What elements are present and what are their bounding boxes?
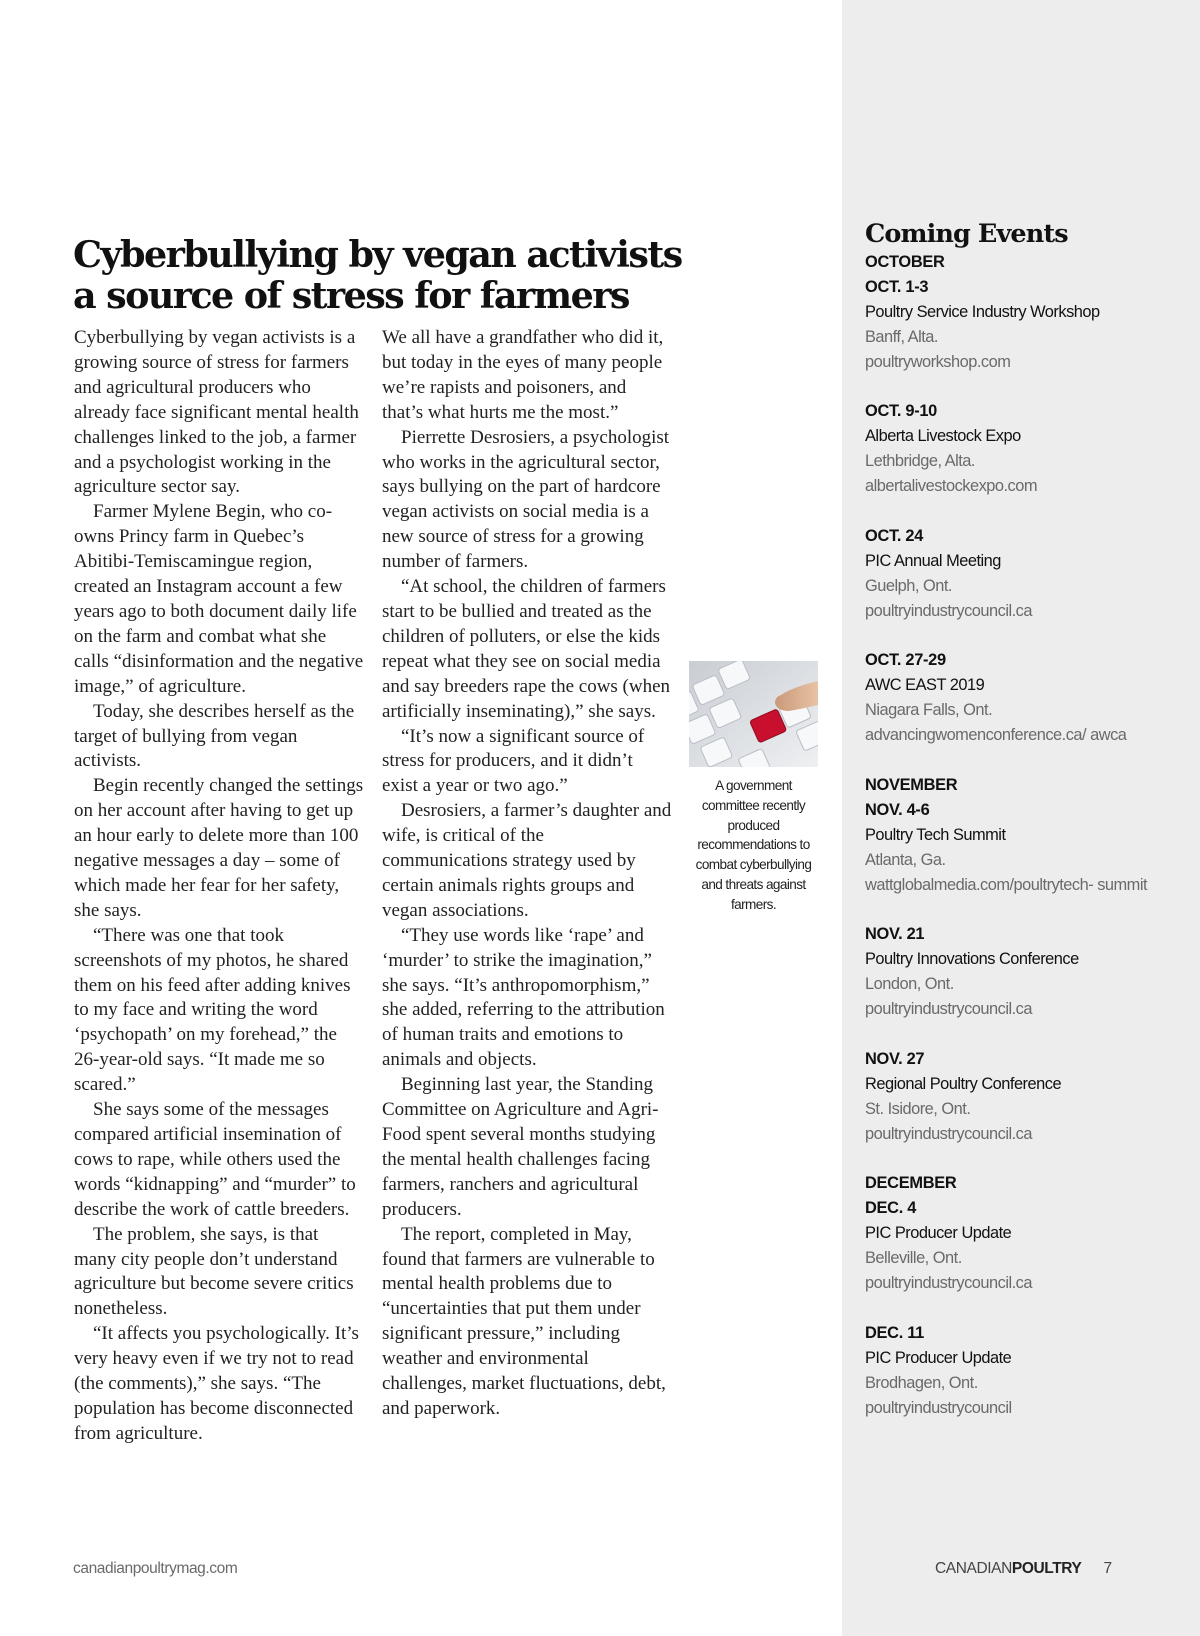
event-date: OCT. 27-29 bbox=[865, 651, 946, 670]
article-column-1 bbox=[74, 326, 364, 1447]
event-location: Lethbridge, Alta. bbox=[865, 452, 975, 471]
event-date: NOV. 21 bbox=[865, 925, 925, 944]
event-location: Belleville, Ont. bbox=[865, 1249, 962, 1268]
article-paragraph: We all have a grandfather who did it, but today in the eyes of many people we’re rapists and poisoners, and that’s what hurts me the most.” bbox=[382, 327, 664, 423]
article-paragraph: “They use words like ‘rape’ and ‘murder’ to strike the imagination,” she says. “It’s anthropomorphism,” she added, referring to the attribution of human traits and emotions to animals and objects. bbox=[382, 924, 665, 1071]
article-paragraph: “At school, the children of farmers start to be bullied and treated as the children of polluters, or else the kids repeat what they see on social media and say breeders rape the cows (when artificially inseminating),” she says. bbox=[382, 576, 671, 722]
event-date: NOV. 4-6 bbox=[865, 800, 930, 819]
event-month-heading: OCTOBER bbox=[865, 253, 945, 271]
article-paragraph: Cyberbullying by vegan activists is a growing source of stress for farmers and agricultural producers who already face significant mental health challenges linked to the job, a farmer and a psychologist working in the agriculture sector say. bbox=[74, 327, 359, 498]
brand-poultry: POULTRY bbox=[1011, 1560, 1082, 1577]
article-column-2 bbox=[382, 326, 672, 1422]
event-month-heading: DECEMBER bbox=[865, 1174, 957, 1193]
article-paragraph: The problem, she says, is that many city people don’t understand agriculture but become severe critics nonetheless. bbox=[74, 1223, 354, 1320]
event-website-link[interactable]: poultryindustrycouncil.ca bbox=[865, 1274, 1032, 1293]
event-date: OCT. 24 bbox=[865, 526, 924, 545]
event-name: Poultry Innovations Conference bbox=[865, 950, 1079, 969]
event-website-link[interactable]: poultryindustrycouncil.ca bbox=[865, 1124, 1032, 1143]
event-website-link[interactable]: poultryindustrycouncil bbox=[865, 1398, 1012, 1417]
footer-brand bbox=[935, 1560, 1112, 1578]
event-website-link[interactable]: poultryindustrycouncil.ca bbox=[865, 601, 1032, 620]
event-item bbox=[865, 1321, 1185, 1421]
event-item bbox=[865, 399, 1185, 499]
event-name: Regional Poultry Conference bbox=[865, 1074, 1062, 1093]
event-item bbox=[865, 922, 1185, 1022]
event-location: St. Isidore, Ont. bbox=[865, 1099, 971, 1118]
coming-events-list bbox=[865, 250, 1185, 1445]
event-location: London, Ont. bbox=[865, 975, 954, 994]
event-item bbox=[865, 524, 1185, 624]
event-name: AWC EAST 2019 bbox=[865, 676, 985, 695]
event-website-link[interactable]: albertalivestockexpo.com bbox=[865, 477, 1038, 496]
event-item bbox=[865, 275, 1185, 375]
event-location: Guelph, Ont. bbox=[865, 576, 952, 595]
event-date: OCT. 9-10 bbox=[865, 402, 937, 421]
article-paragraph: Begin recently changed the settings on her account after having to get up an hour early to delete more than 100 negative messages a day – some of which made her fear for her safety, she says. bbox=[74, 775, 364, 921]
brand-canadian: CANADIAN bbox=[935, 1560, 1012, 1577]
event-item bbox=[865, 648, 1185, 748]
event-name: PIC Producer Update bbox=[865, 1224, 1012, 1243]
event-date: DEC. 4 bbox=[865, 1199, 917, 1218]
event-date: DEC. 11 bbox=[865, 1323, 924, 1342]
event-date: OCT. 1-3 bbox=[865, 277, 929, 296]
event-website-link[interactable]: advancingwomenconference.ca/ awca bbox=[865, 726, 1127, 745]
event-month-heading: NOVEMBER bbox=[865, 775, 958, 794]
article-paragraph: Today, she describes herself as the target of bullying from vegan activists. bbox=[74, 700, 355, 772]
article-headline: Cyberbullying by vegan activists a source of stress for farmers bbox=[73, 233, 682, 317]
article-paragraph: Farmer Mylene Begin, who co-owns Princy farm in Quebec’s Abitibi-Temiscamingue region, created an Instagram account a few years ago to both document daily life on the farm and combat what she calls “disinformation and the negative image,” of agriculture. bbox=[74, 501, 364, 697]
event-date: NOV. 27 bbox=[865, 1049, 925, 1068]
article-paragraph: “There was one that took screenshots of my photos, he shared them on his feed after adding knives to my face and writing the word ‘psychopath’ on my forehead,” the 26-year-old says. “It made me so scared.” bbox=[74, 924, 351, 1096]
article-paragraph: Desrosiers, a farmer’s daughter and wife, is critical of the communications strategy used by certain animals rights groups and vegan associations. bbox=[382, 800, 672, 921]
photo-caption: A government committee recently produced recommendations to combat cyberbullying and threats against farmers. bbox=[695, 778, 812, 912]
event-name: Alberta Livestock Expo bbox=[865, 427, 1021, 446]
event-item bbox=[865, 798, 1185, 898]
event-name: PIC Producer Update bbox=[865, 1348, 1012, 1367]
article-paragraph: “It affects you psychologically. It’s very heavy even if we try not to read (the comments),” she says. “The population has become disconnected from agriculture. bbox=[74, 1323, 359, 1444]
article-paragraph: The report, completed in May, found that farmers are vulnerable to mental health problems due to “uncertainties that put them under significant pressure,” including weather and environmental challenges, market fluctuations, debt, and paperwork. bbox=[382, 1223, 666, 1419]
page-number: 7 bbox=[1103, 1560, 1112, 1577]
footer-website: canadianpoultrymag.com bbox=[73, 1560, 238, 1577]
article-paragraph: “It’s now a significant source of stress for producers, and it didn’t exist a year or two ago.” bbox=[382, 725, 645, 797]
keyboard-cyberbullying-key-photo bbox=[689, 661, 818, 767]
event-name: Poultry Service Industry Workshop bbox=[865, 302, 1100, 321]
event-location: Banff, Alta. bbox=[865, 327, 938, 346]
event-website-link[interactable]: poultryindustrycouncil.ca bbox=[865, 1000, 1032, 1019]
event-location: Atlanta, Ga. bbox=[865, 850, 946, 869]
event-location: Niagara Falls, Ont. bbox=[865, 701, 993, 720]
event-website-link[interactable]: wattglobalmedia.com/poultrytech- summit bbox=[865, 875, 1148, 894]
article-paragraph: Beginning last year, the Standing Committee on Agriculture and Agri-Food spent several months studying the mental health challenges facing farmers, ranchers and agricultural producers. bbox=[382, 1074, 659, 1220]
article-paragraph: Pierrette Desrosiers, a psychologist who works in the agricultural sector, says bullying on the part of hardcore vegan activists on social media is a new source of stress for a growing number of farmers. bbox=[382, 426, 670, 573]
event-location: Brodhagen, Ont. bbox=[865, 1373, 978, 1392]
event-name: PIC Annual Meeting bbox=[865, 551, 1001, 570]
event-name: Poultry Tech Summit bbox=[865, 825, 1006, 844]
event-website-link[interactable]: poultryworkshop.com bbox=[865, 352, 1011, 371]
article-paragraph: She says some of the messages compared artificial insemination of cows to rape, while others used the words “kidnapping” and “murder” to describe the work of cattle breeders. bbox=[74, 1099, 356, 1220]
coming-events-title: Coming Events bbox=[865, 219, 1068, 249]
event-item bbox=[865, 1047, 1185, 1147]
event-item bbox=[865, 1196, 1185, 1296]
